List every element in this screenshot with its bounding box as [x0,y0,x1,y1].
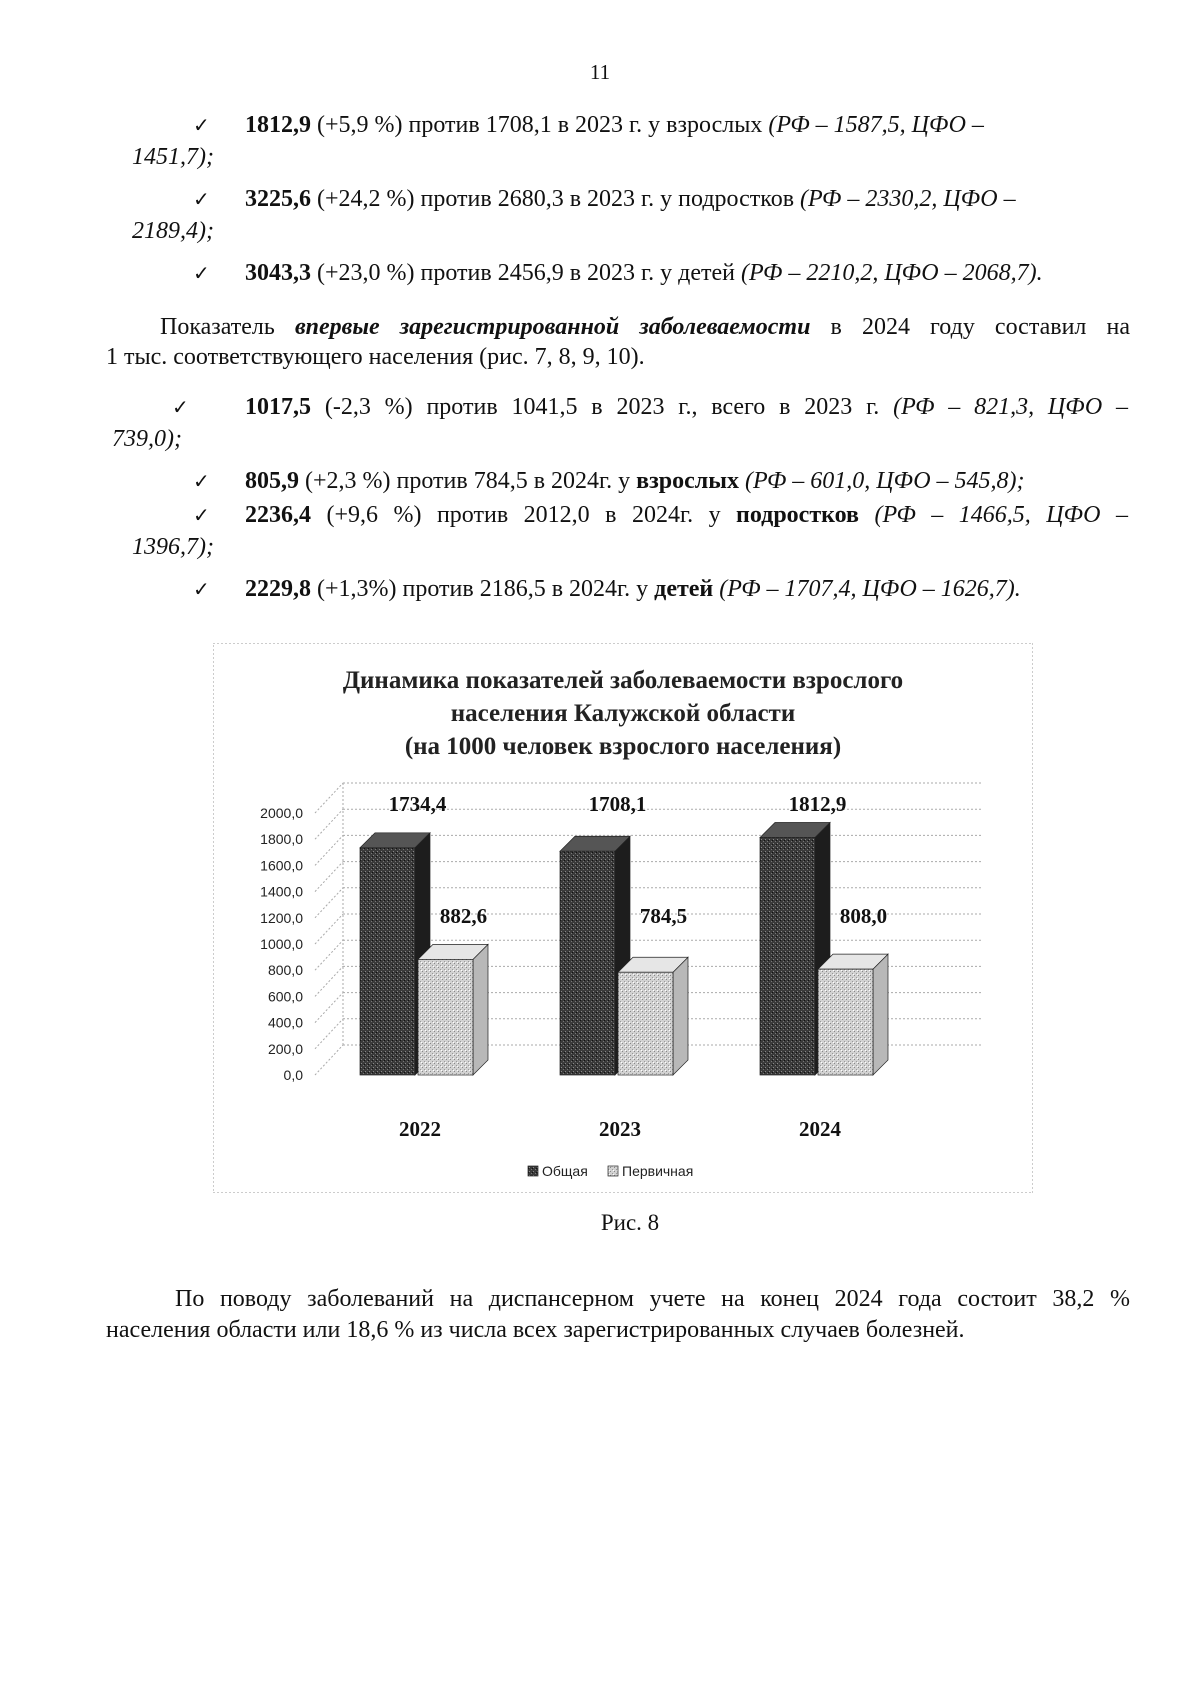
bar-side [473,944,488,1075]
bar-value-label: 1812,9 [788,792,847,817]
check-icon: ✓ [193,187,210,211]
y-tick-label: 0,0 [283,1067,303,1083]
paragraph: По поводу заболеваний на диспансерном учете на конец 2024 года состоит 38,2 % [175,1286,1130,1312]
bar-total [560,851,615,1075]
chart-title-line: (на 1000 человек взрослого населения) [404,733,842,760]
y-tick-label: 1800,0 [260,831,303,848]
list-item: 2236,4 (+9,6 %) против 2012,0 в 2024г. у подростков (РФ – 1466,5, ЦФО – [245,502,1128,528]
legend-label: Общая [542,1163,588,1179]
y-tick-label: 400,0 [267,1014,303,1031]
bar-value-label: 808,0 [839,903,888,928]
chart-title-line: населения Калужской области [450,700,796,727]
check-icon: ✓ [193,577,210,601]
list-item-continuation: 1451,7); [132,144,214,170]
list-item-continuation: 2189,4); [132,218,214,244]
list-item: 1017,5 (-2,3 %) против 1041,5 в 2023 г., всего в 2023 г. (РФ – 821,3, ЦФО – [245,394,1128,420]
list-item: 1812,9 (+5,9 %) против 1708,1 в 2023 г. у взрослых (РФ – 1587,5, ЦФО – [245,112,984,138]
bar-total [760,838,815,1075]
bar-value-label: 1734,4 [388,792,447,817]
chart-title-line: Динамика показателей заболеваемости взрослого [342,667,904,694]
paragraph-line: 1 тыс. соответствующего населения (рис. 7, 8, 9, 10). [106,344,645,370]
y-tick-label: 1200,0 [260,909,303,926]
legend-label: Первичная [622,1163,694,1179]
bar-primary [618,972,673,1075]
incidence-bar-chart [213,643,1033,1193]
bar-primary [818,969,873,1075]
list-item: 805,9 (+2,3 %) против 784,5 в 2024г. у взрослых (РФ – 601,0, ЦФО – 545,8); [245,468,1025,494]
list-item: 2229,8 (+1,3%) против 2186,5 в 2024г. у детей (РФ – 1707,4, ЦФО – 1626,7). [245,576,1021,602]
bar-value-label: 784,5 [639,903,688,928]
list-item: 3225,6 (+24,2 %) против 2680,3 в 2023 г. у подростков (РФ – 2330,2, ЦФО – [245,186,1016,212]
check-icon: ✓ [193,503,210,527]
x-tick-label: 2023 [599,1117,641,1141]
legend-swatch [608,1166,618,1176]
y-tick-label: 1400,0 [260,883,303,900]
figure-caption: Рис. 8 [600,1210,660,1235]
paragraph-line: населения области или 18,6 % из числа всех зарегистрированных случаев болезней. [106,1317,965,1343]
y-tick-label: 800,0 [267,962,303,979]
y-tick-label: 1000,0 [260,936,303,952]
bar-side [873,954,888,1075]
list-item: 3043,3 (+23,0 %) против 2456,9 в 2023 г. у детей (РФ – 2210,2, ЦФО – 2068,7). [245,260,1043,286]
y-tick-label: 1600,0 [260,857,303,874]
check-icon: ✓ [193,113,210,137]
bar-value-label: 1708,1 [588,792,647,817]
paragraph: Показатель впервые зарегистрированной заболеваемости в 2024 году составил на [160,314,1130,340]
y-tick-label: 200,0 [267,1040,303,1057]
list-item-continuation: 1396,7); [132,534,214,560]
page-number: 11 [589,60,611,84]
list-item-continuation: 739,0); [112,426,182,452]
bar-value-label: 882,6 [439,903,488,928]
legend-swatch [528,1166,538,1176]
y-tick-label: 600,0 [267,988,303,1005]
x-tick-label: 2024 [799,1117,841,1141]
check-icon: ✓ [172,395,189,419]
check-icon: ✓ [193,469,210,493]
y-tick-label: 2000,0 [260,805,303,821]
bar-primary [418,959,473,1075]
bar-total [360,848,415,1075]
check-icon: ✓ [193,261,210,285]
x-tick-label: 2022 [399,1117,441,1141]
bar-side [673,957,688,1075]
